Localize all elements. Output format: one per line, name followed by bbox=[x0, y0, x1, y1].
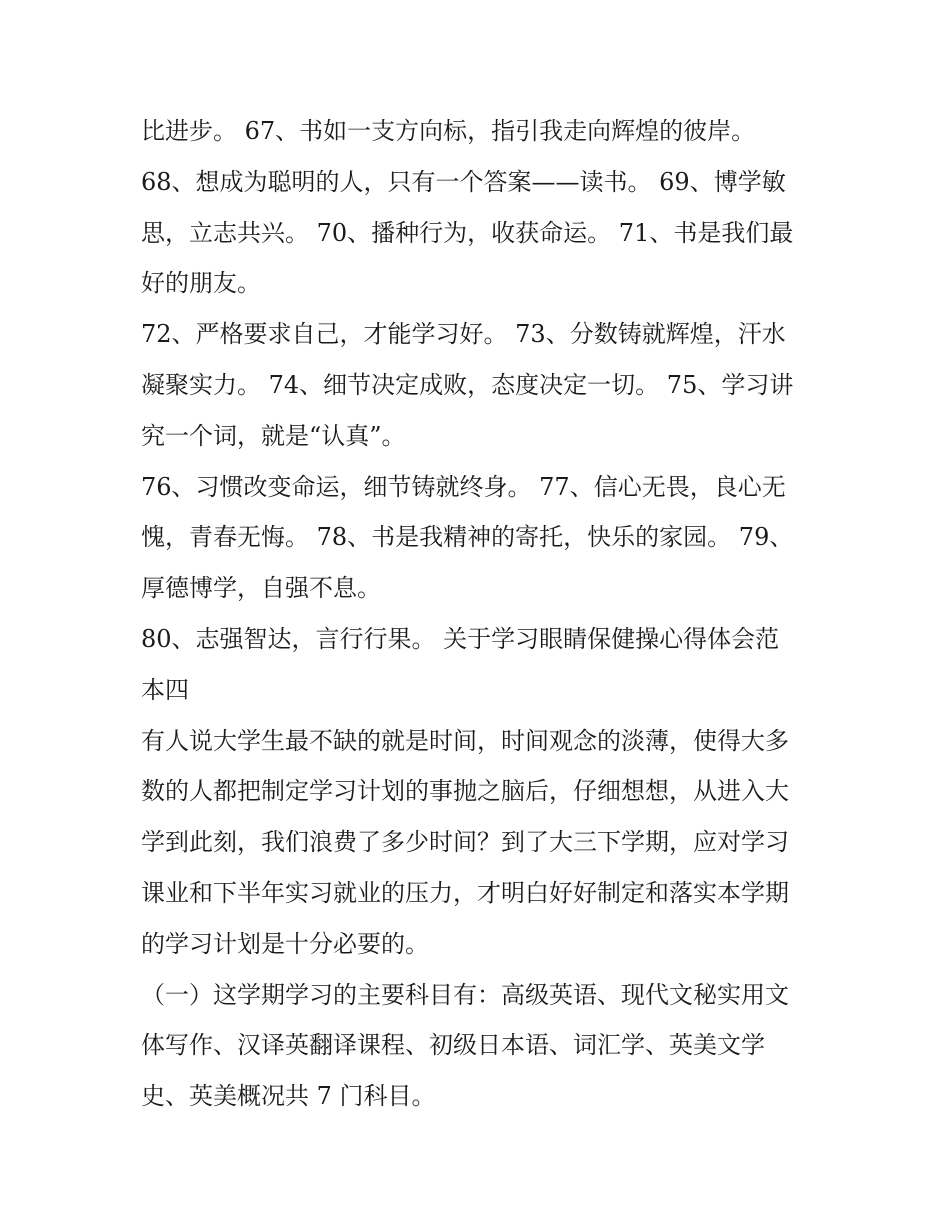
text-line-2: 68、想成为聪明的人，只有一个答案——读书。 69、博学敏 bbox=[141, 167, 786, 196]
text-line-5: 72、严格要求自己，才能学习好。 73、分数铸就辉煌，汗水 bbox=[141, 320, 786, 349]
text-line-15: 学到此刻，我们浪费了多少时间？到了大三下学期，应对学习 bbox=[141, 828, 789, 857]
text-line-1: 比进步。 67、书如一支方向标，指引我走向辉煌的彼岸。 bbox=[141, 117, 756, 145]
text-line-10: 厚德博学，自强不息。 bbox=[141, 574, 381, 603]
text-line-7: 究一个词，就是“认真”。 bbox=[141, 421, 406, 450]
text-line-11: 80、志强智达，言行行果。 关于学习眼睛保健操心得体会范 bbox=[141, 624, 780, 653]
text-line-14: 数的人都把制定学习计划的事抛之脑后，仔细想想，从进入大 bbox=[141, 777, 789, 806]
text-line-4: 好的朋友。 bbox=[141, 269, 261, 298]
text-line-18: （一）这学期学习的主要科目有：高级英语、现代文秘实用文 bbox=[141, 980, 789, 1009]
text-line-12: 本四 bbox=[141, 675, 189, 704]
text-line-8: 76、习惯改变命运，细节铸就终身。 77、信心无畏，良心无 bbox=[141, 472, 786, 501]
text-line-13: 有人说大学生最不缺的就是时间，时间观念的淡薄，使得大多 bbox=[141, 726, 789, 755]
document-body bbox=[141, 106, 821, 1122]
text-line-17: 的学习计划是十分必要的。 bbox=[141, 929, 429, 958]
text-line-6: 凝聚实力。 74、细节决定成败，态度决定一切。 75、学习讲 bbox=[141, 370, 794, 399]
text-line-20: 史、英美概况共 7 门科目。 bbox=[141, 1082, 436, 1111]
text-line-3: 思，立志共兴。 70、播种行为，收获命运。 71、书是我们最 bbox=[141, 218, 794, 247]
text-line-16: 课业和下半年实习就业的压力，才明白好好制定和落实本学期 bbox=[141, 878, 789, 907]
text-line-9: 愧，青春无悔。 78、书是我精神的寄托，快乐的家园。 79、 bbox=[141, 523, 794, 552]
text-line-19: 体写作、汉译英翻译课程、初级日本语、词汇学、英美文学 bbox=[141, 1031, 765, 1060]
